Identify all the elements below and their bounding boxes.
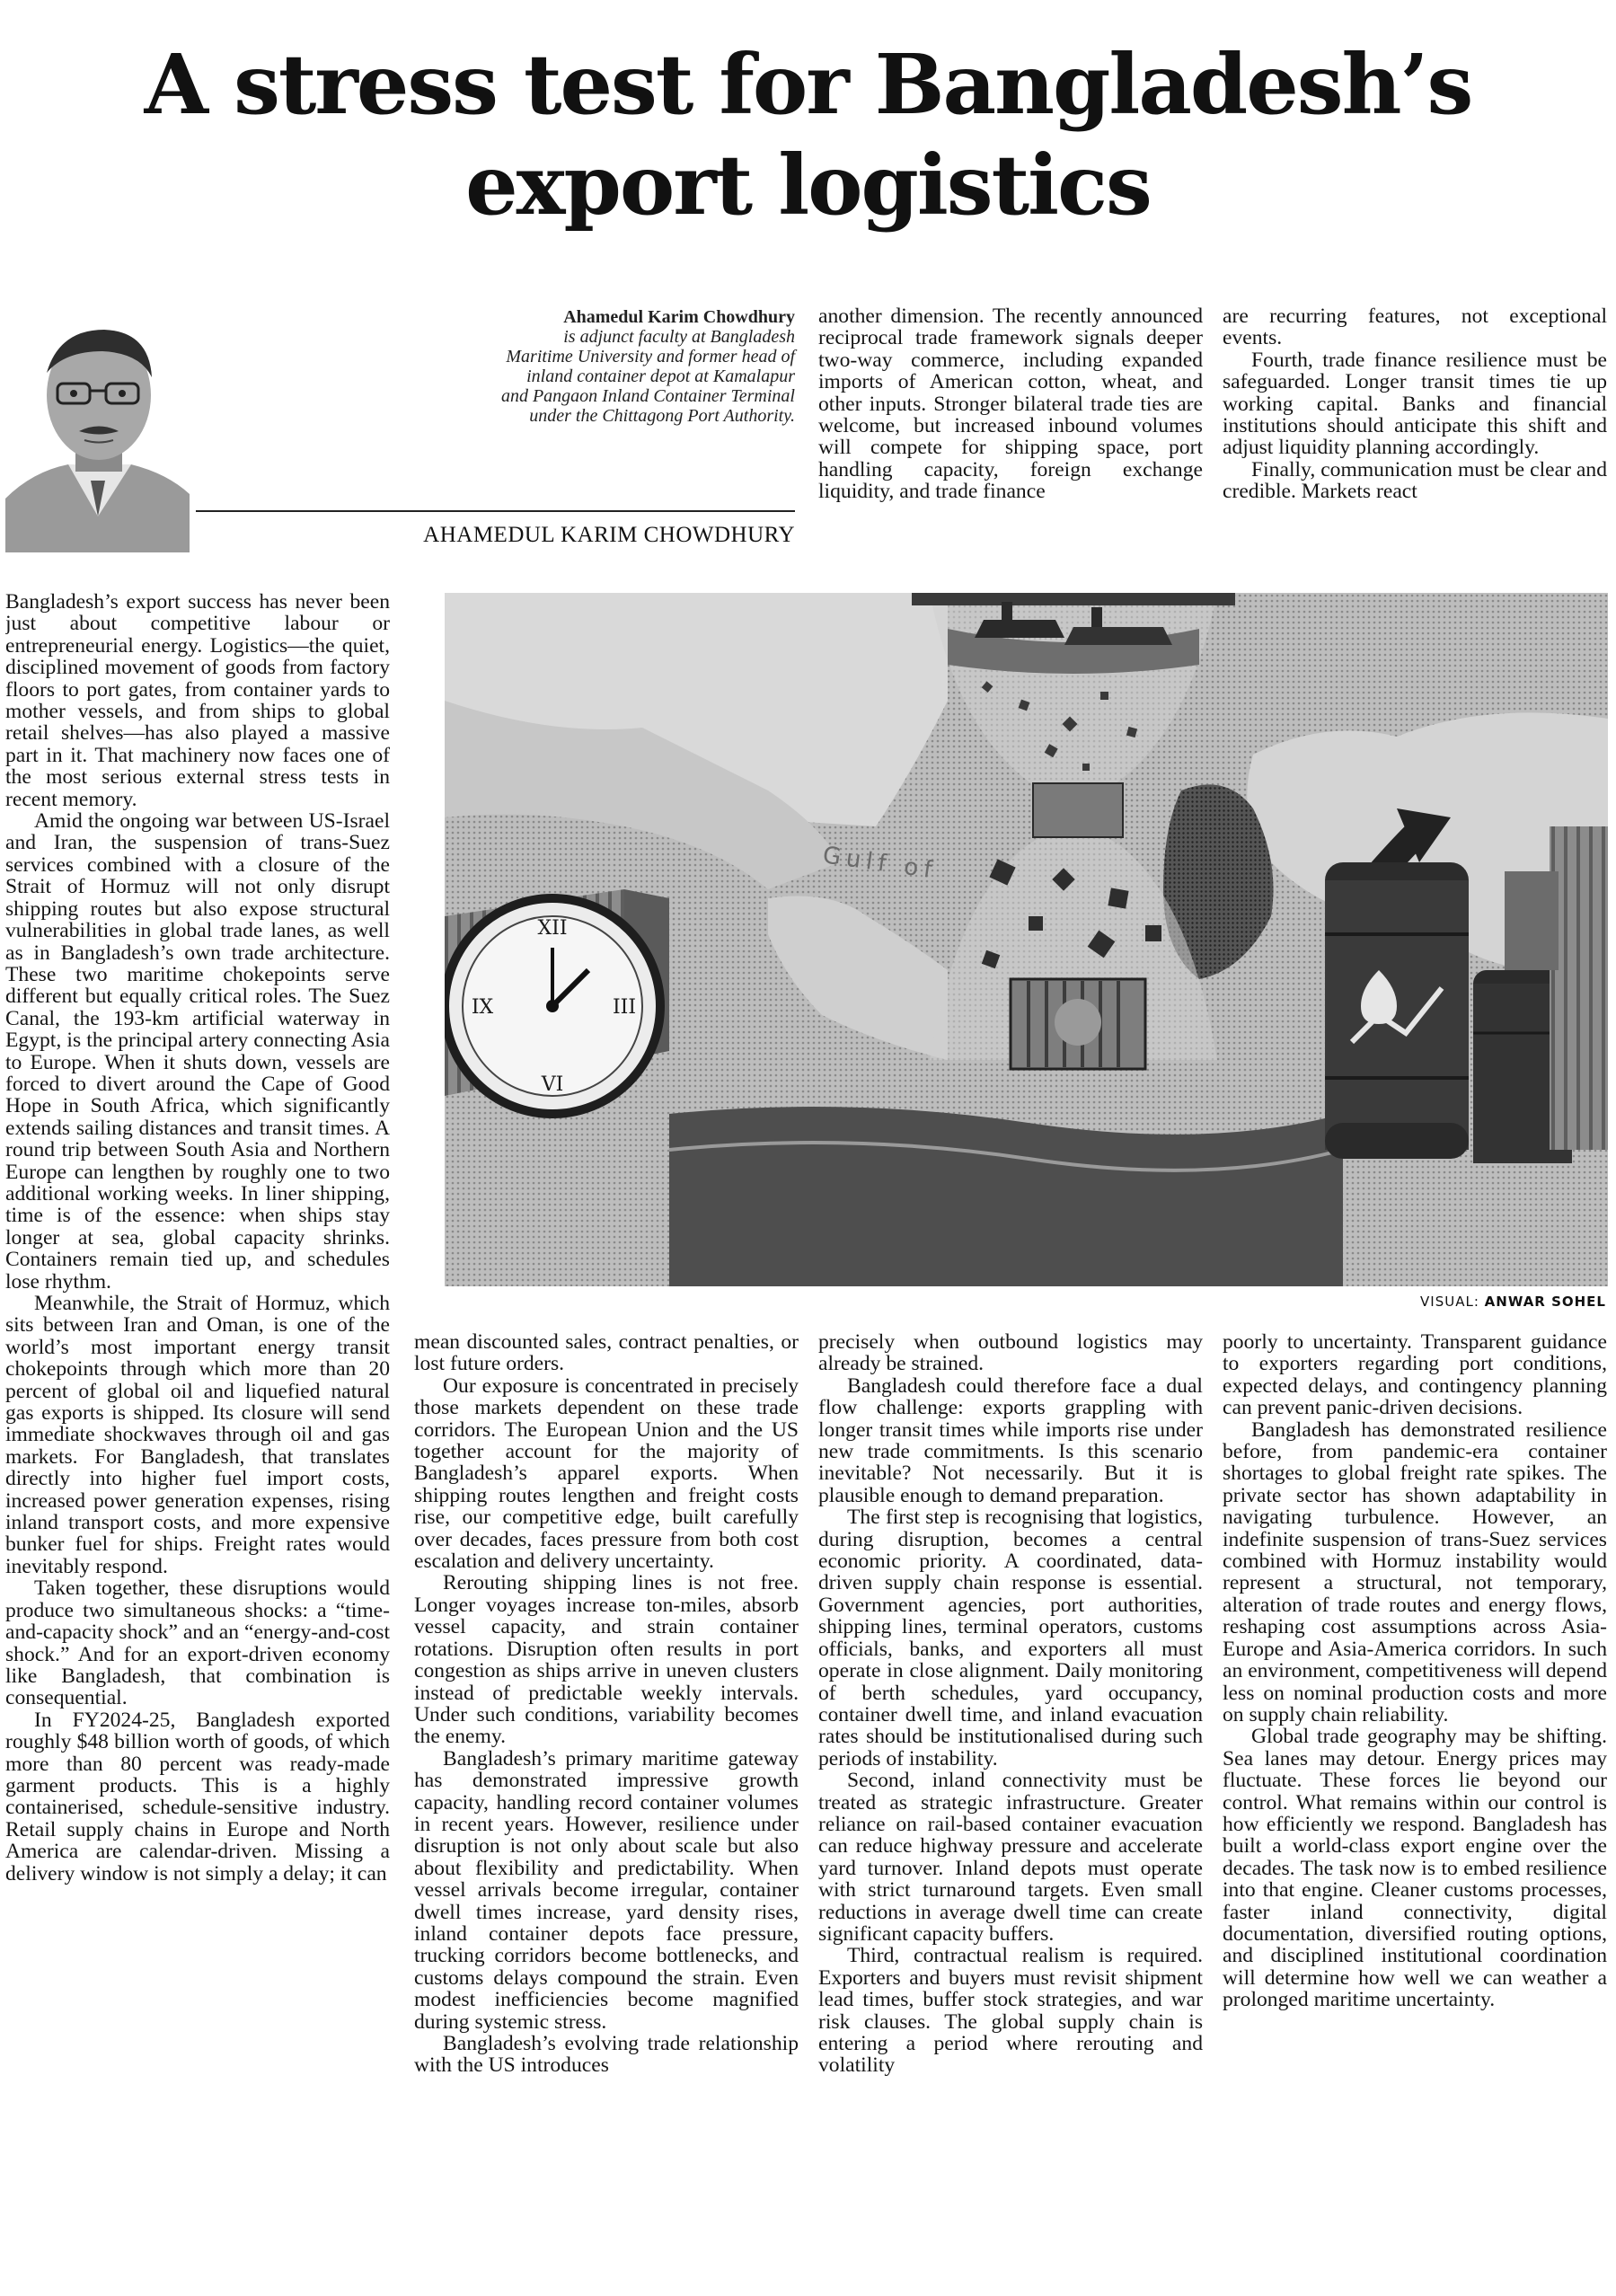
headline <box>0 34 1616 235</box>
author-bio-line: under the Chittagong Port Authority. <box>529 406 795 426</box>
article-paragraph: Bangladesh’s primary maritime gateway has demonstrated impressive growth capacity, handling record container volumes in recent years. However, resilience under disruption is not only about scale but also about flexibility and predictability. When vessel arrivals become irregular, container dwell times increase, yard density rises, inland container depots face pressure, trucking corridors become bottlenecks, and customs delays compound the strain. Even modest inefficiencies become magnified during systemic stress. <box>414 1746 799 2034</box>
article-paragraph: Bangladesh’s evolving trade relationship with the US introduces <box>414 2032 799 2078</box>
article-paragraph: poorly to uncertainty. Transparent guidance to exporters regarding port conditions, expected delays, and contingency planning can prevent panic-driven decisions. <box>1223 1331 1607 1420</box>
headline-line-2: export logistics <box>465 137 1151 234</box>
svg-text:VI: VI <box>541 1073 564 1096</box>
article-paragraph: In FY2024-25, Bangladesh exported roughly $48 billion worth of goods, of which more than 80 percent was ready-made garment products. This is a highly containerised, schedule-sensitive industry. Retail supply chains in Europe and North America are calendar-driven. Missing a delivery window is not simply a delay; it can <box>5 1708 390 1885</box>
svg-text:XII: XII <box>537 917 568 940</box>
image-credit-label: VISUAL: <box>1420 1294 1479 1310</box>
article-paragraph: precisely when outbound logistics may already be strained. <box>818 1331 1203 1376</box>
article-column-top-2 <box>818 305 1203 560</box>
image-credit-name: ANWAR SOHEL <box>1484 1294 1606 1310</box>
article-paragraph: Finally, communication must be clear and credible. Markets react <box>1223 457 1607 504</box>
article-paragraph: another dimension. The recently announced reciprocal trade framework signals deeper two-way commerce, including expanded imports of American cotton, wheat, and other inputs. Stronger bilateral trade ties are welcome, but increased inbound volumes will compete for shipping space, port handling capacity, foreign exchange liquidity, and trade finance <box>818 305 1203 504</box>
article-column-top-3 <box>1223 305 1607 560</box>
article-column-4 <box>1223 1331 1607 2289</box>
article-paragraph: Bangladesh has demonstrated resilience before, from pandemic-era container shortages to global freight rate spikes. The private sector has shown adaptability in navigating turbulence. However, an indefinite suspension of trans-Suez services combined with Hormuz instability would represent a structural, not temporary, alteration of trade routes and energy flows, reshaping cost assumptions across Asia-Europe and Asia-America corridors. In such an environment, competitiveness will depend less on nominal production costs and more on supply chain reliability. <box>1223 1417 1607 1726</box>
article-paragraph: Meanwhile, the Strait of Hormuz, which sits between Iran and Oman, is one of the world’s most important energy transit chokepoints through which more than 20 percent of global oil and liquefied natural gas exports is shipped. Its closure will send immediate shockwaves through oil and gas markets. For Bangladesh, that translates directly into higher fuel import costs, increased power generation expenses, rising inland transport costs, and more expensive bunker fuel for ships. Freight rates would inevitably respond. <box>5 1292 390 1578</box>
illustration-art <box>445 593 1608 1286</box>
article-paragraph: Amid the ongoing war between US-Israel and Iran, the suspension of trans-Suez services combined with a closure of the Strait of Hormuz will not only disrupt shipping routes but also expose structural vulnerabilities in global trade lanes, as well as in Bangladesh’s own trade architecture. These two maritime chokepoints serve different but equally critical roles. The Suez Canal, the 193-km artificial waterway in Egypt, is the principal artery connecting Asia to Europe. When it shuts down, vessels are forced to divert around the Cape of Good Hope in South Africa, which significantly extends sailing distances and transit times. A round trip between South Asia and Northern Europe can lengthen by roughly one to two additional working weeks. In liner shipping, time is of the essence: when ships stay longer at sea, global capacity shrinks. Containers remain tied up, and schedules lose rhythm. <box>5 809 390 1294</box>
article-paragraph: Global trade geography may be shifting. Sea lanes may detour. Energy prices may fluctuate. These forces lie beyond our control. What remains within our control is how efficiently we respond. Bangladesh has built a world-class export engine over the decades. The task now is to embed resilience into that engine. Cleaner customs processes, faster inland connectivity, digital documentation, diversified routing options, and disciplined institutional coordination will determine how well we can weather a prolonged maritime uncertainty. <box>1223 1725 1607 2012</box>
byline: AHAMEDUL KARIM CHOWDHURY <box>423 523 795 547</box>
author-bio-line: and Pangaon Inland Container Terminal <box>500 386 795 406</box>
image-credit <box>1168 1294 1606 1310</box>
article-column-1 <box>5 591 390 2289</box>
author-bio-name: Ahamedul Karim Chowdhury <box>563 307 795 327</box>
map-label: Gulf of <box>821 842 940 885</box>
author-bio-line: is adjunct faculty at Bangladesh <box>563 327 795 347</box>
article-paragraph: Taken together, these disruptions would produce two simultaneous shocks: a “time-and-capacity shock” and an “energy-and-cost shock.” And for an export-driven economy like Bangladesh, that combination is consequential. <box>5 1576 390 1710</box>
article-paragraph: Second, inland connectivity must be treated as strategic infrastructure. Greater reliance on rail-based container evacuation can reduce highway pressure and accelerate yard turnover. Inland depots must operate with strict turnaround targets. Even small reductions in average dwell time can create significant capacity buffers. <box>818 1769 1203 1946</box>
article-paragraph: Rerouting shipping lines is not free. Longer voyages increase ton-miles, absorb vessel capacity, and strain container rotations. Disruption often results in port congestion as ships arrive in uneven clusters instead of predictable weekly intervals. Under such conditions, variability becomes the enemy. <box>414 1571 799 1749</box>
author-photo <box>5 310 190 552</box>
svg-text:III: III <box>612 996 637 1019</box>
article-paragraph: Bangladesh’s export success has never been just about competitive labour or entrepreneurial energy. Logistics—the quiet, disciplined movement of goods from factory floors to port gates, from container yards to mother vessels, and from ships to global retail shelves—has also played a massive part in it. That machinery now faces one of the most serious external stress tests in recent memory. <box>5 591 390 811</box>
illustration <box>445 593 1608 1286</box>
article-column-3 <box>818 1331 1203 2289</box>
article-paragraph: Third, contractual realism is required. Exporters and buyers must revisit shipment lead times, buffer stock strategies, and war risk clauses. The global supply chain is entering a period where rerouting and volatility <box>818 1944 1203 2078</box>
author-bio-line: Maritime University and former head of <box>506 347 795 366</box>
article-column-2 <box>414 1331 799 2289</box>
svg-text:IX: IX <box>471 996 494 1019</box>
article-paragraph: Bangladesh could therefore face a dual flow challenge: exports grappling with longer transit times while imports rise under new trade commitments. Is this scenario inevitable? Not necessarily. But it is plausible enough to demand preparation. <box>818 1373 1203 1507</box>
author-bio <box>422 307 795 426</box>
author-bio-line: inland container depot at Kamalapur <box>526 366 795 386</box>
headline-line-1: A stress test for Bangladesh’s <box>144 36 1472 133</box>
byline-rule <box>196 510 795 512</box>
article-paragraph: are recurring features, not exceptional events. <box>1223 305 1607 350</box>
article-paragraph: Our exposure is concentrated in precisely those markets dependent on these trade corridors. The European Union and the US together account for the majority of Bangladesh’s apparel exports. When shipping routes lengthen and freight costs rise, our competitive edge, built carefully over decades, faces pressure from both cost escalation and delivery uncertainty. <box>414 1373 799 1574</box>
article-paragraph: The first step is recognising that logistics, during disruption, becomes a central economic priority. A coordinated, data-driven supply chain response is essential. Government agencies, port authorities, shipping lines, terminal operators, customs officials, banks, and exporters all must operate in close alignment. Daily monitoring of berth schedules, yard occupancy, container dwell time, and inland evacuation rates should be institutionalised during such periods of instability. <box>818 1506 1203 1771</box>
article-paragraph: Fourth, trade finance resilience must be safeguarded. Longer transit times tie up working capital. Banks and financial institutions should anticipate this shift and adjust liquidity planning accordingly. <box>1223 348 1607 460</box>
article-paragraph: mean discounted sales, contract penalties, or lost future orders. <box>414 1331 799 1376</box>
